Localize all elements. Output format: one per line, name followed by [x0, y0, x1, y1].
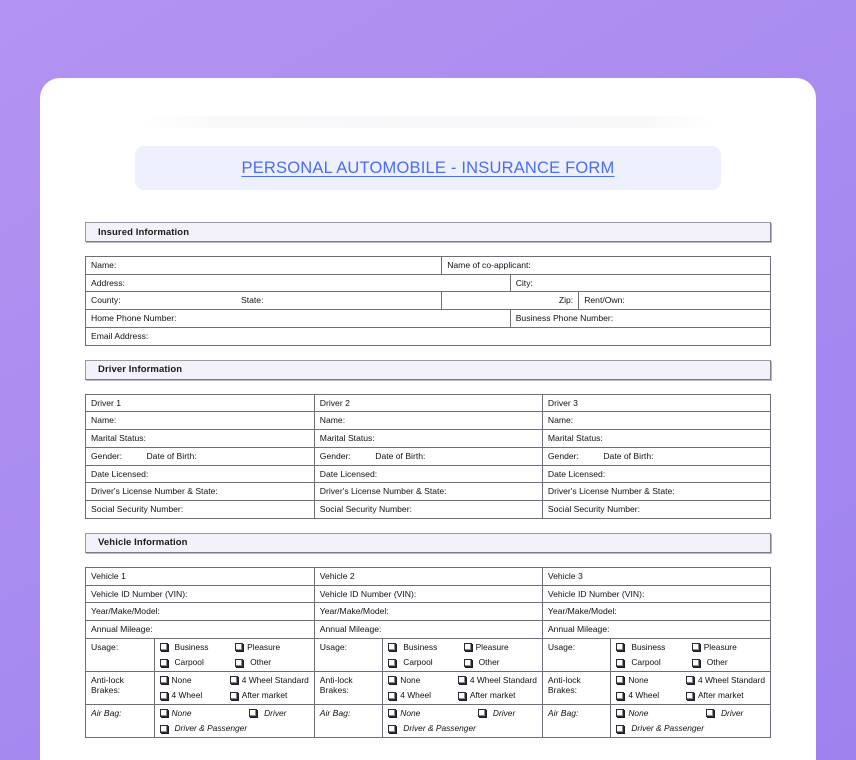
driver-information-table: [85, 394, 771, 519]
section-header-vehicle-information: [85, 533, 771, 553]
insured-home-phone-cell[interactable]: [86, 310, 511, 328]
option-label: Carpool: [403, 657, 433, 668]
checkbox-icon[interactable]: [388, 692, 396, 700]
table-row: [86, 292, 771, 310]
checkbox-icon[interactable]: [616, 643, 624, 651]
checkbox-icon[interactable]: [616, 709, 624, 717]
field-label: Date Licensed:: [91, 468, 149, 479]
section-title-vehicle: Vehicle Information: [98, 537, 188, 549]
vehicle-2-year-make-model-cell[interactable]: [314, 603, 542, 621]
checkbox-airbag-none[interactable]: [616, 708, 704, 719]
checkbox-icon[interactable]: [692, 643, 700, 651]
vehicle-3-antilock-label: [542, 671, 611, 704]
checkbox-antilock-4-wheel[interactable]: [160, 690, 228, 701]
option-label: Business: [403, 641, 438, 652]
vehicle-3-usage-options[interactable]: [611, 638, 771, 671]
driver-3-gender-dob-cell[interactable]: [542, 447, 770, 465]
option-label: Other: [706, 657, 728, 668]
option-label: Business: [631, 641, 666, 652]
field-label: City:: [515, 277, 533, 288]
driver-3-date-licensed-cell[interactable]: [542, 465, 770, 483]
field-label: Marital Status:: [547, 433, 603, 444]
vehicle-1-antilock-options[interactable]: [154, 671, 314, 704]
table-row-driver-gender-dob: [86, 447, 771, 465]
checkbox-icon[interactable]: [388, 643, 396, 651]
table-row-vehicle-vin: [86, 585, 771, 603]
checkbox-antilock-after-market[interactable]: [230, 690, 309, 701]
field-label-rentown: Rent/Own:: [584, 295, 625, 306]
field-label: Usage:: [319, 641, 348, 652]
field-label: Home Phone Number:: [91, 313, 177, 324]
vehicle-1-airbag-label: [86, 704, 155, 737]
checkbox-usage-business[interactable]: [160, 642, 234, 653]
table-row-driver-name: [86, 412, 771, 430]
field-label: Date Licensed:: [319, 468, 378, 479]
field-label: Marital Status:: [91, 433, 146, 444]
field-label: Vehicle ID Number (VIN):: [319, 588, 417, 599]
checkbox-icon[interactable]: [388, 676, 396, 684]
field-label: Vehicle ID Number (VIN):: [91, 588, 188, 599]
field-label: Annual Mileage:: [91, 624, 153, 635]
field-label-zip: Zip:: [558, 295, 574, 306]
insured-coapplicant-cell[interactable]: [442, 257, 771, 275]
option-label: After market: [241, 690, 288, 701]
vehicle-3-usage-label: [542, 638, 611, 671]
insurance-form-page: [40, 78, 816, 752]
driver-2-marital-cell[interactable]: [314, 430, 542, 448]
driver-2-license-number-cell[interactable]: [314, 483, 542, 501]
checkbox-usage-other[interactable]: [464, 657, 537, 668]
page-title: PERSONAL AUTOMOBILE - INSURANCE FORM: [241, 158, 615, 177]
vehicle-2-antilock-label: [314, 671, 383, 704]
checkbox-icon[interactable]: [160, 676, 168, 684]
checkbox-icon[interactable]: [616, 659, 624, 667]
checkbox-usage-carpool[interactable]: [616, 657, 689, 668]
option-label: None: [171, 707, 192, 718]
checkbox-icon[interactable]: [160, 643, 168, 651]
vehicle-information-table: [85, 567, 771, 738]
driver-1-ssn-cell[interactable]: [86, 501, 315, 519]
checkbox-antilock-none[interactable]: [160, 675, 228, 686]
option-label: None: [628, 674, 649, 685]
field-label: Name:: [547, 415, 574, 426]
driver-1-date-licensed-cell[interactable]: [86, 465, 315, 483]
driver-1-license-number-cell[interactable]: [86, 483, 315, 501]
checkbox-icon[interactable]: [249, 709, 257, 717]
checkbox-icon[interactable]: [464, 643, 472, 651]
checkbox-icon[interactable]: [686, 676, 694, 684]
driver-3-ssn-cell[interactable]: [542, 501, 770, 519]
option-label: Driver: [264, 707, 287, 718]
field-label: Anti-lock Brakes:: [91, 674, 124, 696]
driver-2-header: [314, 394, 542, 412]
checkbox-icon[interactable]: [230, 692, 238, 700]
vehicle-3-antilock-options[interactable]: [611, 671, 771, 704]
checkbox-airbag-driver[interactable]: [478, 708, 537, 719]
checkbox-icon[interactable]: [235, 659, 243, 667]
checkbox-antilock-4-wheel-standard[interactable]: [686, 675, 765, 686]
driver-2-date-licensed-cell[interactable]: [314, 465, 542, 483]
option-label: Carpool: [174, 657, 204, 668]
vehicle-2-annual-mileage-cell[interactable]: [314, 621, 542, 639]
field-label: Social Security Number:: [319, 504, 412, 515]
field-label: Air Bag:: [91, 707, 122, 718]
checkbox-icon[interactable]: [235, 643, 243, 651]
checkbox-antilock-4-wheel[interactable]: [616, 690, 684, 701]
checkbox-usage-business[interactable]: [388, 642, 461, 653]
checkbox-airbag-none[interactable]: [388, 708, 476, 719]
vehicle-1-airbag-options[interactable]: [154, 704, 314, 737]
vehicle-1-antilock-label: [86, 671, 155, 704]
section-title-insured: Insured Information: [98, 226, 190, 238]
option-label: 4 Wheel Standard: [241, 674, 309, 685]
insured-name-cell[interactable]: [86, 257, 442, 275]
driver-3-marital-cell[interactable]: [542, 430, 770, 448]
field-label: Usage:: [91, 641, 119, 652]
option-label: Driver & Passenger: [174, 723, 248, 734]
checkbox-icon[interactable]: [160, 725, 168, 733]
vehicle-2-usage-options[interactable]: [383, 638, 543, 671]
driver-1-header: [86, 394, 315, 412]
checkbox-icon[interactable]: [706, 709, 714, 717]
vehicle-2-usage-label: [314, 638, 383, 671]
field-label-gender: Gender:: [319, 450, 351, 461]
vehicle-1-usage-options[interactable]: [154, 638, 314, 671]
field-label: Year/Make/Model:: [547, 606, 617, 617]
vehicle-1-year-make-model-cell[interactable]: [86, 603, 315, 621]
checkbox-icon[interactable]: [616, 725, 624, 733]
vehicle-2-airbag-label: [314, 704, 383, 737]
field-label: Name:: [319, 415, 346, 426]
field-label-dob: Date of Birth:: [375, 450, 426, 461]
option-label: After market: [697, 690, 744, 701]
option-label: After market: [469, 690, 516, 701]
document-card: [40, 78, 816, 760]
insured-information-table: [85, 256, 771, 346]
option-label: Carpool: [631, 657, 661, 668]
option-label: Pleasure: [247, 641, 281, 652]
checkbox-icon[interactable]: [464, 659, 472, 667]
vehicle-2-header: [314, 567, 542, 585]
option-label: None: [171, 674, 192, 685]
field-label: Driver's License Number & State:: [91, 486, 218, 497]
checkbox-usage-pleasure[interactable]: [692, 642, 765, 653]
checkbox-antilock-4-wheel-standard[interactable]: [230, 675, 309, 686]
field-label-state: State:: [241, 295, 264, 306]
checkbox-usage-business[interactable]: [616, 642, 689, 653]
vehicle-1-annual-mileage-cell[interactable]: [86, 621, 315, 639]
insured-city-cell[interactable]: [510, 274, 770, 292]
field-label-dob: Date of Birth:: [603, 450, 654, 461]
insured-rentown-cell[interactable]: [579, 292, 771, 310]
option-label: 4 Wheel Standard: [697, 674, 765, 685]
section-title-driver: Driver Information: [98, 364, 183, 376]
option-label: Pleasure: [475, 641, 509, 652]
column-label: Vehicle 1: [91, 570, 126, 581]
field-label: Year/Make/Model:: [319, 606, 389, 617]
vehicle-2-vin-cell[interactable]: [314, 585, 542, 603]
driver-1-name-cell[interactable]: [86, 412, 315, 430]
column-label: Driver 3: [547, 397, 578, 408]
checkbox-usage-carpool[interactable]: [160, 657, 234, 668]
table-row-driver-ssn: [86, 501, 771, 519]
table-row-vehicle-ymm: [86, 603, 771, 621]
table-row: [86, 257, 771, 275]
checkbox-icon[interactable]: [458, 692, 466, 700]
checkbox-icon[interactable]: [160, 659, 168, 667]
vehicle-1-vin-cell[interactable]: [86, 585, 315, 603]
driver-1-gender-dob-cell[interactable]: [86, 447, 315, 465]
field-label-gender: Gender:: [91, 450, 123, 461]
column-label: Vehicle 2: [319, 570, 355, 581]
vehicle-2-airbag-options[interactable]: [383, 704, 543, 737]
vehicle-3-airbag-label: [542, 704, 611, 737]
field-label: Air Bag:: [319, 707, 351, 718]
insured-business-phone-cell[interactable]: [510, 310, 770, 328]
option-label: Driver & Passenger: [631, 723, 704, 734]
column-label: Driver 2: [319, 397, 350, 408]
checkbox-antilock-4-wheel[interactable]: [388, 690, 456, 701]
checkbox-airbag-driver[interactable]: [706, 708, 765, 719]
checkbox-icon[interactable]: [458, 676, 466, 684]
field-label: Vehicle ID Number (VIN):: [547, 588, 645, 599]
checkbox-airbag-driver-passenger[interactable]: [388, 723, 476, 734]
column-label: Driver 1: [91, 397, 122, 408]
table-row: [86, 327, 771, 345]
checkbox-icon[interactable]: [686, 692, 694, 700]
option-label: 4 Wheel Standard: [469, 674, 537, 685]
option-label: None: [400, 707, 421, 718]
option-label: Other: [250, 657, 272, 668]
field-label: Annual Mileage:: [319, 624, 382, 635]
column-label: Vehicle 3: [547, 570, 583, 581]
vehicle-3-header: [542, 567, 770, 585]
option-label: 4 Wheel: [628, 690, 660, 701]
insured-zip-cell[interactable]: [442, 292, 579, 310]
driver-2-ssn-cell[interactable]: [314, 501, 542, 519]
checkbox-usage-pleasure[interactable]: [464, 642, 537, 653]
table-row-vehicle-mileage: [86, 621, 771, 639]
table-row: [86, 310, 771, 328]
driver-3-header: [542, 394, 770, 412]
checkbox-icon[interactable]: [616, 676, 624, 684]
vehicle-3-year-make-model-cell[interactable]: [542, 603, 770, 621]
field-label: Email Address:: [91, 330, 149, 341]
table-row-vehicle-headers: [86, 567, 771, 585]
checkbox-airbag-none[interactable]: [160, 708, 248, 719]
form-title-banner: [135, 146, 721, 190]
field-label-county: County:: [91, 295, 121, 306]
checkbox-usage-other[interactable]: [692, 657, 765, 668]
field-label: Name of co-applicant:: [447, 260, 531, 270]
table-row-driver-license-number: [86, 483, 771, 501]
checkbox-airbag-driver-passenger[interactable]: [616, 723, 704, 734]
field-label: Driver's License Number & State:: [319, 486, 447, 497]
checkbox-icon[interactable]: [478, 709, 486, 717]
driver-1-marital-cell[interactable]: [86, 430, 315, 448]
table-row-vehicle-usage: [86, 638, 771, 671]
driver-2-gender-dob-cell[interactable]: [314, 447, 542, 465]
option-label: None: [400, 674, 421, 685]
field-label: Air Bag:: [547, 707, 579, 718]
checkbox-antilock-after-market[interactable]: [686, 690, 765, 701]
field-label: Social Security Number:: [91, 504, 184, 515]
section-header-driver-information: [85, 360, 771, 380]
checkbox-icon[interactable]: [160, 709, 168, 717]
option-label: Business: [174, 641, 209, 652]
vehicle-3-vin-cell[interactable]: [542, 585, 770, 603]
field-label: Name:: [91, 260, 117, 270]
field-label: Year/Make/Model:: [91, 606, 160, 617]
vehicle-2-antilock-options[interactable]: [383, 671, 543, 704]
table-row-vehicle-air-bag: [86, 704, 771, 737]
checkbox-icon[interactable]: [388, 709, 396, 717]
vehicle-1-header: [86, 567, 315, 585]
field-label: Anti-lock Brakes:: [547, 674, 581, 696]
field-label: Address:: [91, 277, 125, 288]
table-row-vehicle-antilock-brakes: [86, 671, 771, 704]
field-label: Anti-lock Brakes:: [319, 674, 353, 696]
checkbox-airbag-driver-passenger[interactable]: [160, 723, 248, 734]
driver-3-license-number-cell[interactable]: [542, 483, 770, 501]
driver-3-name-cell[interactable]: [542, 412, 770, 430]
option-label: 4 Wheel: [400, 690, 432, 701]
option-label: None: [628, 707, 649, 718]
field-label: Driver's License Number & State:: [547, 486, 675, 497]
option-label: 4 Wheel: [171, 690, 203, 701]
table-row-driver-marital: [86, 430, 771, 448]
checkbox-antilock-none[interactable]: [616, 675, 684, 686]
field-label-dob: Date of Birth:: [146, 450, 197, 461]
vehicle-3-airbag-options[interactable]: [611, 704, 771, 737]
checkbox-icon[interactable]: [230, 676, 238, 684]
vehicle-1-usage-label: [86, 638, 155, 671]
option-label: Pleasure: [703, 641, 737, 652]
checkbox-usage-carpool[interactable]: [388, 657, 461, 668]
insured-address-cell[interactable]: [86, 274, 511, 292]
field-label: Name:: [91, 415, 117, 426]
driver-2-name-cell[interactable]: [314, 412, 542, 430]
field-label-gender: Gender:: [547, 450, 579, 461]
checkbox-antilock-4-wheel-standard[interactable]: [458, 675, 537, 686]
field-label: Social Security Number:: [547, 504, 641, 515]
option-label: Other: [478, 657, 500, 668]
table-row: [86, 274, 771, 292]
checkbox-icon[interactable]: [692, 659, 700, 667]
faint-header-line: [145, 116, 711, 128]
section-header-insured-information: [85, 222, 771, 242]
table-row-driver-headers: [86, 394, 771, 412]
field-label: Business Phone Number:: [515, 313, 614, 324]
checkbox-icon[interactable]: [160, 692, 168, 700]
checkbox-usage-other[interactable]: [235, 657, 309, 668]
checkbox-icon[interactable]: [388, 659, 396, 667]
insured-email-cell[interactable]: [86, 327, 771, 345]
checkbox-usage-pleasure[interactable]: [235, 642, 309, 653]
vehicle-3-annual-mileage-cell[interactable]: [542, 621, 770, 639]
checkbox-antilock-none[interactable]: [388, 675, 456, 686]
field-label: Usage:: [547, 641, 576, 652]
option-label: Driver: [492, 707, 516, 718]
checkbox-icon[interactable]: [388, 725, 396, 733]
checkbox-airbag-driver[interactable]: [249, 708, 309, 719]
checkbox-antilock-after-market[interactable]: [458, 690, 537, 701]
insured-county-state-cell[interactable]: [86, 292, 442, 310]
checkbox-icon[interactable]: [616, 692, 624, 700]
field-label: Annual Mileage:: [547, 624, 610, 635]
option-label: Driver & Passenger: [403, 723, 476, 734]
option-label: Driver: [721, 707, 744, 718]
field-label: Marital Status:: [319, 433, 375, 444]
field-label: Date Licensed:: [547, 468, 606, 479]
table-row-driver-date-licensed: [86, 465, 771, 483]
